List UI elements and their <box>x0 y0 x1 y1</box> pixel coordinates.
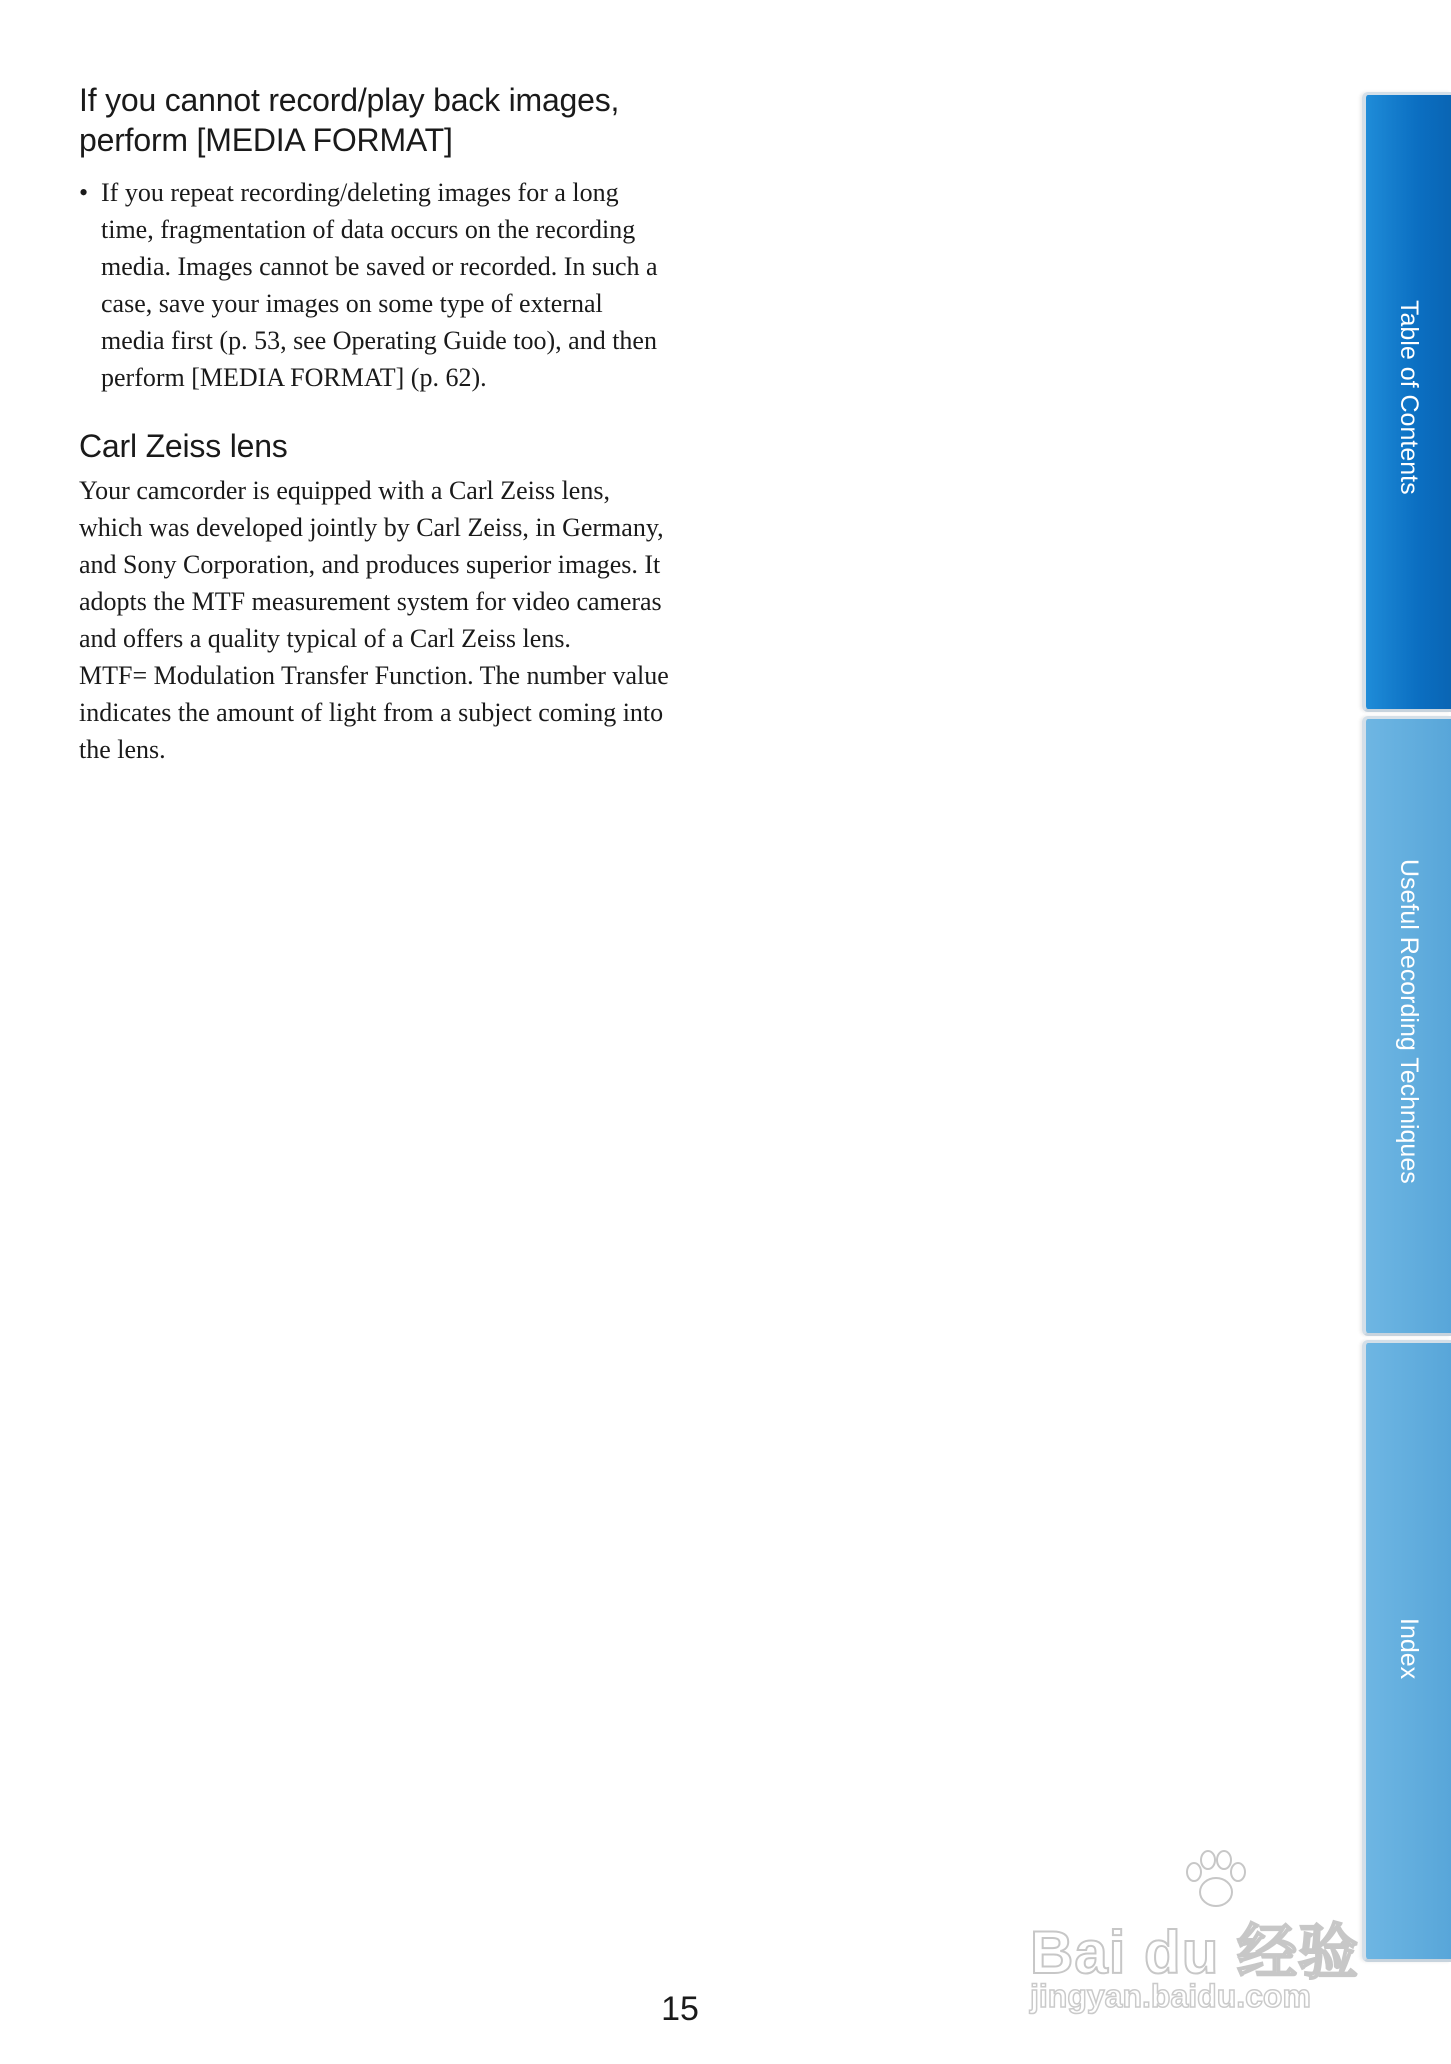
carl-zeiss-paragraph: Your camcorder is equipped with a Carl Zeiss lens, which was developed jointly by Carl Zeiss, in Germany, and Sony Corporation, and produces superior images. It adopts the MTF measurement system for video cameras and offers a quality typical of a Carl Zeiss lens. <box>79 476 664 653</box>
mtf-paragraph: MTF= Modulation Transfer Function. The number value indicates the amount of light from a subject coming into the lens. <box>79 661 669 764</box>
heading-line-1: If you cannot record/play back images, <box>79 82 620 118</box>
paw-icon <box>1180 1850 1250 1910</box>
tab-useful-recording-techniques[interactable] <box>1362 716 1451 1336</box>
bullet-text: If you repeat recording/deleting images for a long time, fragmentation of data occurs on the recording media. Images cannot be saved or recorded. In such a case, save your images on some type of external media first (p. 53, see Operating Guide too), and then perform [MEDIA FORMAT] (p. 62). <box>101 178 658 392</box>
tab-table-of-contents[interactable] <box>1362 92 1451 712</box>
tab-label: Useful Recording Techniques <box>1395 859 1423 1184</box>
list-item <box>79 174 661 396</box>
section-heading-carl-zeiss: Carl Zeiss lens <box>79 428 288 464</box>
tab-label: Table of Contents <box>1395 300 1423 495</box>
heading-line-2: perform [MEDIA FORMAT] <box>79 122 453 158</box>
watermark-url: jingyan.baidu.com <box>1030 1978 1311 2014</box>
watermark-logo: Bai du 经验 <box>1030 1919 1360 1986</box>
baidu-watermark <box>1030 1850 1360 2014</box>
bullet-icon: • <box>79 178 89 207</box>
main-content <box>79 80 669 768</box>
bullet-list <box>79 174 669 396</box>
tab-index[interactable] <box>1362 1340 1451 1962</box>
section-heading-media-format <box>79 80 669 160</box>
tab-label: Index <box>1395 1618 1423 1680</box>
page-number: 15 <box>661 1990 699 2028</box>
